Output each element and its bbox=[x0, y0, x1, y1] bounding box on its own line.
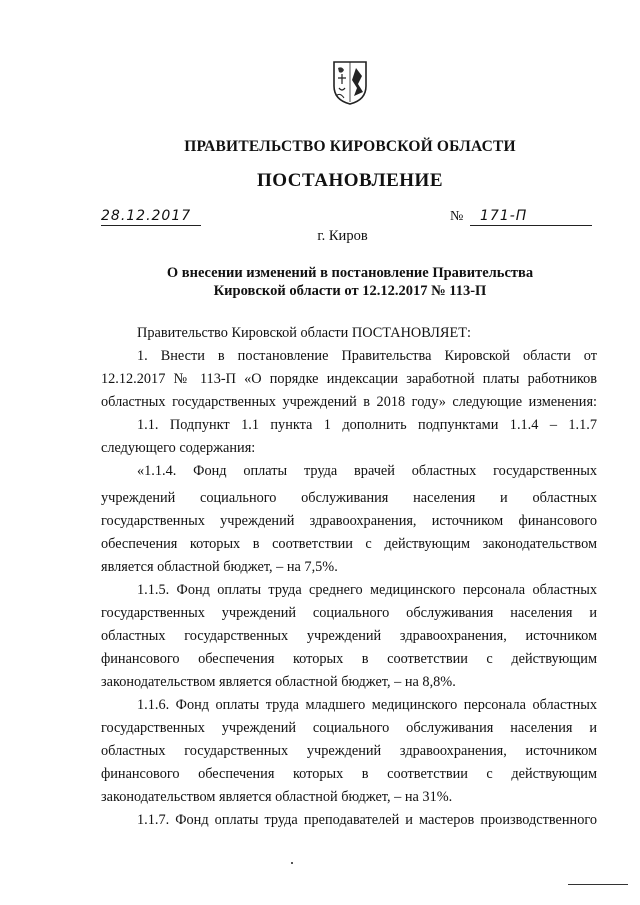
body-line: государственных учреждений социального обслуживания населения и bbox=[101, 720, 597, 736]
body-line: учреждений социального обслуживания населения и областных bbox=[101, 490, 597, 506]
body-line: государственных учреждений социального обслуживания населения и bbox=[101, 605, 597, 621]
document-number-block bbox=[450, 208, 592, 225]
scan-speck bbox=[291, 862, 293, 864]
body-line: законодательством является областной бюджет, – на 31%. bbox=[101, 789, 453, 805]
subject-line: О внесении изменений в постановление Правительства bbox=[166, 265, 534, 281]
body-line: является областной бюджет, – на 7,5%. bbox=[101, 559, 338, 575]
subject-line: Кировской области от 12.12.2017 № 113-П bbox=[213, 283, 487, 299]
body-line: обеспечения которых в соответствии с действующим законодательством bbox=[101, 536, 597, 552]
body-line: 1. Внести в постановление Правительства Кировской области от bbox=[137, 348, 597, 364]
coat-of-arms-emblem bbox=[330, 58, 370, 106]
body-line: законодательством является областной бюджет, – на 8,8%. bbox=[101, 674, 456, 690]
body-line: 1.1.7. Фонд оплаты труда преподавателей и мастеров производственного bbox=[137, 812, 597, 828]
body-line: 1.1.5. Фонд оплаты труда среднего медицинского персонала областных bbox=[137, 582, 597, 598]
body-line: финансового обеспечения которых в соответствии с действующим bbox=[101, 766, 597, 782]
document-number: 171-П bbox=[470, 208, 592, 226]
body-line: следующего содержания: bbox=[101, 440, 256, 456]
body-line: областных государственных учреждений в 2018 году» следующие изменения: bbox=[101, 394, 597, 410]
number-sign: № bbox=[450, 209, 464, 224]
organization-title: ПРАВИТЕЛЬСТВО КИРОВСКОЙ ОБЛАСТИ bbox=[184, 138, 516, 155]
body-line: государственных учреждений здравоохранения, источником финансового bbox=[101, 513, 597, 529]
document-type-title: ПОСТАНОВЛЕНИЕ bbox=[256, 170, 444, 191]
footer-rule bbox=[568, 884, 628, 885]
body-line: областных государственных учреждений здравоохранения, источником bbox=[101, 628, 597, 644]
document-subject bbox=[0, 264, 640, 300]
document-date: 28.12.2017 bbox=[101, 208, 201, 226]
body-line: Правительство Кировской области ПОСТАНОВЛЯЕТ: bbox=[137, 325, 471, 341]
city-label: г. Киров bbox=[317, 228, 368, 244]
body-line: областных государственных учреждений здравоохранения, источником bbox=[101, 743, 597, 759]
body-line: финансового обеспечения которых в соответствии с действующим bbox=[101, 651, 597, 667]
body-line: 1.1. Подпункт 1.1 пункта 1 дополнить подпунктами 1.1.4 – 1.1.7 bbox=[137, 417, 597, 433]
body-line: 12.12.2017 № 113-П «О порядке индексации заработной платы работников bbox=[101, 371, 597, 387]
body-line: 1.1.6. Фонд оплаты труда младшего медицинского персонала областных bbox=[137, 697, 597, 713]
body-line: «1.1.4. Фонд оплаты труда врачей областных государственных bbox=[137, 463, 597, 479]
